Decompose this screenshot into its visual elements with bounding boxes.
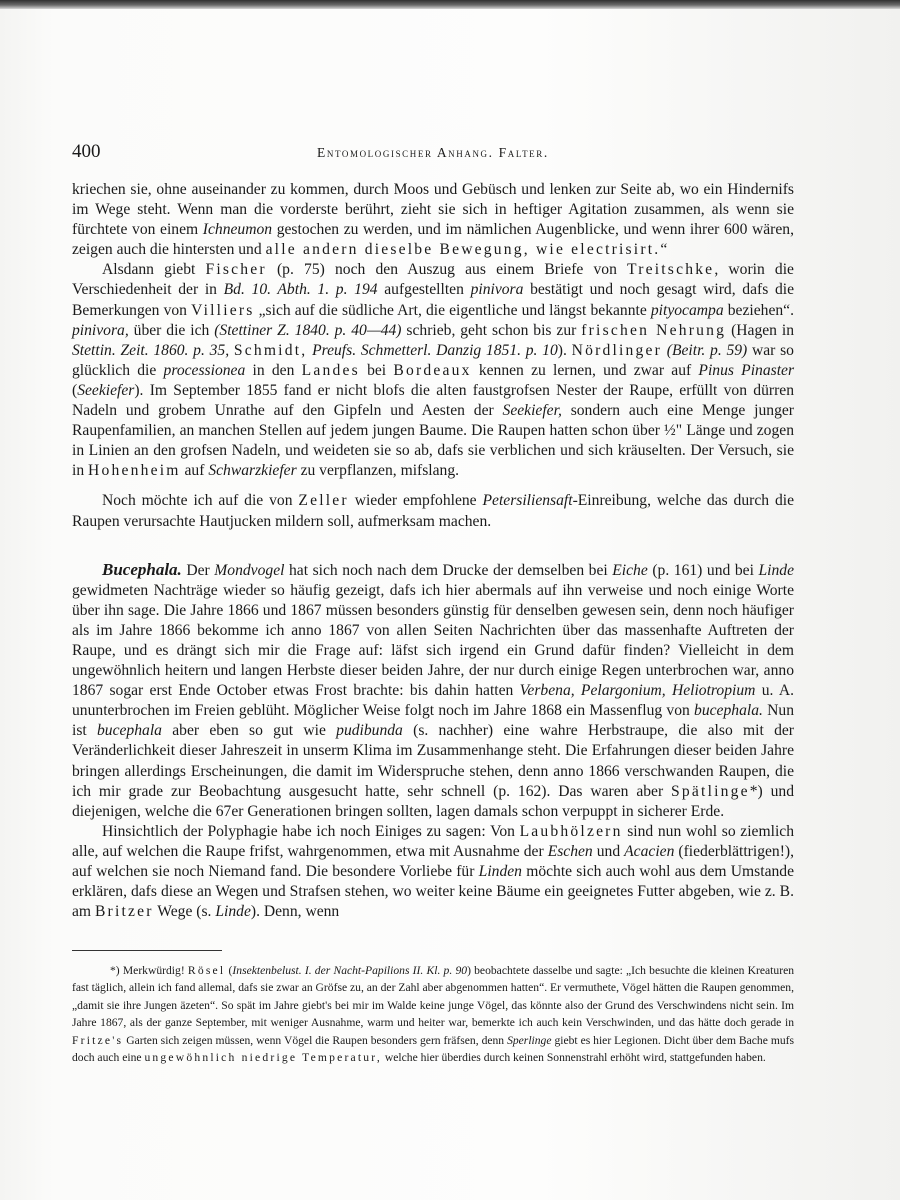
text-run: Garten sich zeigen müssen, wenn Vögel die Raupen besonders gern fräfsen, denn bbox=[123, 1033, 508, 1047]
text-run: bestätigt und noch gesagt wird, dafs die Bemerkungen von bbox=[72, 281, 794, 319]
text-run: ( bbox=[72, 381, 78, 399]
text-run: wieder empfohlene bbox=[348, 492, 483, 510]
text-run: bei bbox=[359, 361, 394, 379]
text-run: und bbox=[592, 842, 625, 860]
page-number: 400 bbox=[72, 141, 101, 162]
text-run: kennen zu lernen, und zwar auf bbox=[471, 361, 699, 379]
text-run: Alsdann giebt bbox=[102, 261, 206, 279]
text-run: welche hier überdies durch keinen Sonnenstrahl erhöht wird, stattgefunden haben. bbox=[382, 1051, 766, 1065]
text-run: ). Denn, wenn bbox=[250, 903, 340, 921]
text-run: Hinsichtlich der Polyphagie habe ich noch Einiges zu sagen: Von bbox=[102, 822, 520, 840]
paragraph-fischer bbox=[72, 260, 794, 481]
footnote bbox=[72, 962, 794, 1066]
species-name: processionea bbox=[163, 361, 246, 379]
author-name: Zeller bbox=[298, 492, 349, 510]
text-run: Noch möchte ich auf die von bbox=[102, 492, 299, 510]
citation: (Beitr. p. 59) bbox=[666, 341, 748, 359]
plant-names: Verbena, Pelargonium, Heliotropium bbox=[519, 682, 756, 700]
term-spaced: Laubhölzern bbox=[519, 822, 623, 840]
species-name: Seekiefer, bbox=[502, 402, 562, 420]
author-name: Nördlinger bbox=[571, 341, 663, 359]
species-name: pudibunda bbox=[336, 722, 403, 740]
citation: Insektenbelust. I. der Nacht-Papilions II. Kl. p. 90 bbox=[232, 964, 468, 977]
author-name: Fischer bbox=[205, 261, 267, 279]
scan-edge bbox=[0, 0, 900, 9]
tree-name: Eiche bbox=[612, 561, 648, 579]
text-run: ( bbox=[225, 964, 233, 977]
text-run: *) Merkwürdig! bbox=[110, 964, 188, 977]
text-run: -Einreibung, welche das durch die Raupen verursachte Hautjucken mildern soll, aufmerksam machen. bbox=[72, 492, 794, 530]
author-name: Villiers bbox=[191, 301, 255, 319]
footnote-text bbox=[72, 962, 794, 1066]
author-name: Schmidt, bbox=[233, 341, 308, 359]
text-run: über die ich bbox=[128, 321, 215, 339]
text-run: „sich auf die südliche Art, die eigentliche und längst bekannte bbox=[254, 301, 651, 319]
term-spaced: Spätlinge bbox=[671, 782, 750, 800]
tree-name: Linde bbox=[215, 903, 251, 921]
text-run-italic: Ichneumon bbox=[202, 221, 273, 239]
text-run: auf bbox=[180, 462, 209, 480]
text-run: , worin die Verschiedenheit der in bbox=[72, 261, 794, 299]
citation: Preufs. Schmetterl. Danzig 1851. p. 10 bbox=[312, 341, 558, 359]
tree-name: Linden bbox=[478, 863, 522, 880]
text-run: ). Im September 1855 fand er nicht blofs die alten faustgrofsen Nester der Raupe, erfüllt von dürren Nadeln und grobem Unrathe auf den Gipfeln und Aesten der bbox=[72, 381, 794, 420]
author-name: Fritze's bbox=[72, 1033, 124, 1047]
place-name: Hohenheim bbox=[88, 462, 181, 480]
paragraph-polyphagie bbox=[72, 822, 794, 922]
text-run: zu verpflanzen, mifslang. bbox=[296, 462, 460, 480]
page-header bbox=[72, 141, 794, 167]
place-name: Landes bbox=[301, 361, 360, 379]
text-run: kriechen sie, ohne auseinander zu kommen, durch Moos und Gebüsch und lenken zur Seite ab, wo ein Hindernifs im Wege steht. Wenn man die vorderste berührt, zieht sie sich in heftiger Agitation zusammen, als wenn sie fürchtete von einem bbox=[72, 181, 794, 239]
place-name: Britzer bbox=[94, 903, 154, 921]
paragraph-continuation bbox=[72, 180, 794, 260]
text-run: hat sich noch nach dem Drucke der demselben bei bbox=[284, 561, 613, 579]
tree-name: Linde bbox=[758, 561, 794, 579]
author-name: Treitschke bbox=[627, 261, 715, 279]
text-run: in den bbox=[245, 361, 302, 379]
text-run: schrieb, geht schon bis zur bbox=[401, 321, 582, 339]
species-name: Mondvogel bbox=[214, 561, 285, 579]
place-name: Bordeaux bbox=[393, 361, 472, 379]
tree-name: Eschen bbox=[547, 842, 593, 860]
text-run: *) und diejenigen, welche die 67er Generationen bringen sollten, lagen damals schon verpuppt in sicherer Erde. bbox=[72, 782, 795, 820]
text-run: (fiederblättrigen!), auf welchen sie noch Niemand fand. Die besondere Vorliebe für bbox=[72, 842, 794, 880]
text-run: u. A. ununterbrochen im Freien geblüht. Möglicher Weise folgt noch im Jahre 1868 ein Massenflug von bbox=[72, 682, 794, 720]
text-run: “ bbox=[660, 241, 668, 259]
text-run: (p. 75) noch den Auszug aus einem Briefe von bbox=[266, 261, 628, 279]
species-name: Sperlinge bbox=[507, 1033, 552, 1047]
citation: (Stettiner Z. 1840. p. 40—44) bbox=[214, 321, 402, 339]
text-run: (p. 161) und bei bbox=[647, 561, 759, 579]
species-name: pinivora bbox=[470, 281, 524, 299]
term-spaced: ungewöhnlich niedrige Temperatur, bbox=[144, 1051, 382, 1065]
text-run: aber eben so gut wie bbox=[161, 722, 337, 740]
text-run: war so glücklich die bbox=[72, 341, 794, 379]
text-run-spaced: alle andern dieselbe Bewegung, wie electrisirt. bbox=[265, 241, 661, 259]
citation: Bd. 10. Abth. 1. p. 194 bbox=[223, 281, 378, 299]
text-run: ). bbox=[557, 341, 572, 359]
text-run: sondern auch eine Menge junger Raupenfamilien, an manchen Stellen auf jedem jungen Baume. Die Raupen hatten schon über ½" Länge und zogen in Linien an den grofsen Nadeln, und weideten sie so ab, dafs sie verblichen und sich kräuselten. Der Versuch, sie in bbox=[72, 402, 794, 480]
species-name: bucephala bbox=[97, 722, 162, 740]
footnote-divider bbox=[72, 950, 222, 951]
text-run: Nun ist bbox=[72, 702, 794, 740]
text-run: aufgestellten bbox=[377, 281, 471, 299]
species-name: Seekiefer bbox=[77, 381, 135, 399]
text-run: möchte sich auch wohl aus dem Umstande erklären, dafs diese an Wegen und Strafsen stehen, wo weiter keine Bäume ein geeignetes Futter abgeben, wie z. B. am bbox=[72, 863, 795, 921]
main-text bbox=[72, 180, 794, 922]
text-run: Wege (s. bbox=[153, 903, 216, 921]
text-run: Der bbox=[181, 561, 215, 579]
text-run: (s. nachher) eine wahre Herbstraupe, die also mit der Veränderlichkeit dieser Jahreszeit in unserm Klima im Zusammenhange steht. Die Erfahrungen dieser beiden Jahre bringen allerdings Erscheinungen, die damit im Widerspruche stehen, denn anno 1866 verschwanden Raupen, die ich mir grade zur Beobachtung ausgesucht hatte, sehr schnell (p. 162). Das waren aber bbox=[72, 722, 794, 800]
text-run: giebt es hier Legionen. Dicht über dem Bache mufs doch auch eine bbox=[72, 1033, 795, 1065]
species-name: Pinus Pinaster bbox=[698, 361, 795, 379]
running-title: Entomologischer Anhang. Falter. bbox=[317, 145, 549, 160]
species-name: pityocampa bbox=[650, 301, 724, 319]
author-name: Rösel bbox=[187, 964, 226, 977]
text-run: gestochen zu werden, und im nämlichen Augenblicke, und wenn ihrer 600 wären, zeigen auch die hintersten und bbox=[72, 221, 794, 259]
text-run: (Hagen in bbox=[726, 321, 795, 339]
paragraph-bucephala bbox=[72, 560, 794, 822]
paragraph-zeller bbox=[72, 491, 794, 531]
place-name: frischen Nehrung bbox=[581, 321, 727, 339]
species-name: pinivora, bbox=[72, 321, 129, 339]
text-run: gewidmeten Nachträge wieder so häufig gezeigt, dafs ich hier abermals auf ihn verweise und noch einige Worte über ihn sage. Die Jahre 1866 und 1867 müssen besonders günstig für denselben gewesen sein, denn noch häufiger als im Jahre 1866 bekomme ich anno 1867 von allen Seiten Nachrichten über das massenhafte Auftreten der Raupe, und es drängt sich mir die Frage auf: läfst sich irgend ein Grund dafür finden? Vielleicht in dem ungewöhnlich heitern und langen Herbste dieser beiden Jahre, der nur durch einige Regen unterbrochen war, anno 1867 sogar erst Ende October etwas Frost brachte: bis dahin hatten bbox=[72, 581, 794, 700]
remedy-name: Petersiliensaft bbox=[482, 492, 573, 510]
citation: Stettin. Zeit. 1860. p. 35, bbox=[72, 341, 230, 359]
tree-name: Acacien bbox=[624, 842, 675, 860]
section-heading: Bucephala. bbox=[102, 559, 182, 579]
species-name: Schwarzkiefer bbox=[208, 462, 297, 480]
text-run: sind nun wohl so ziemlich alle, auf welchen die Raupe frifst, wahrgenommen, etwa mit Ausnahme der bbox=[72, 822, 794, 860]
text-run: ) beobachtete dasselbe und sagte: „Ich besuchte die kleinen Kreaturen fast täglich, allein ich fand allemal, dafs sie zwar an Gröfse zu, an der Zahl aber abgenommen hatten“. Er vermuthete, Vögel hätten die Raupen genommen, „damit sie ihre Jungen äzeten“. So spät im Jahre giebt's bei mir im Walde keine junge Vögel, das könnte also der Grund des Verschwindens nicht sein. Im Jahre 1867, als der ganze September, mit weniger Ausnahme, warm und heiter war, bemerkte ich auch kein Verschwinden, und das hätte doch gerade in bbox=[72, 964, 795, 1030]
species-name: bucephala. bbox=[694, 702, 763, 720]
text-run: beziehen“. bbox=[723, 301, 794, 319]
